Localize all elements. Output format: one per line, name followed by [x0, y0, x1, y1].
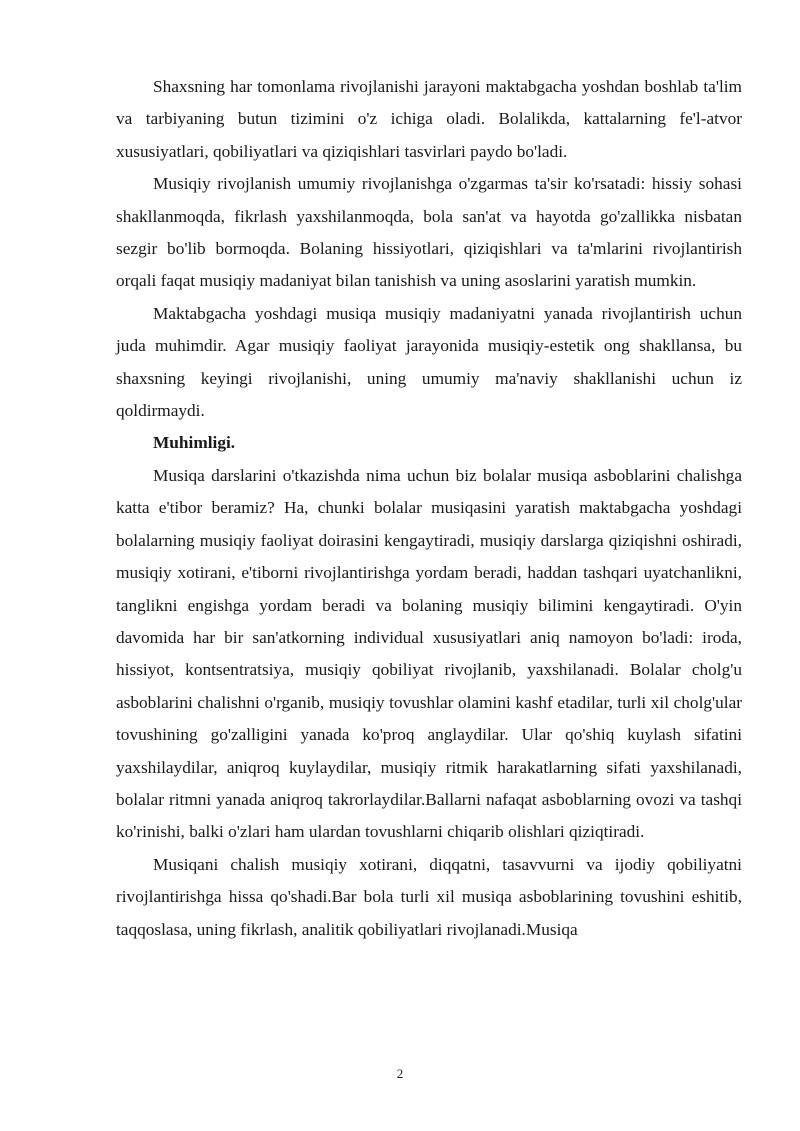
paragraph-2: Musiqiy rivojlanish umumiy rivojlanishga o'zgarmas ta'sir ko'rsatadi: hissiy sohasi shakllanmoqda, fikrlash yaxshilanmoqda, bola san'at va hayotda go'zallikka nisbatan sezgir bo'lib bormoqda. Bolaning hissiyotlari, qiziqishlari va ta'mlarini rivojlantirish orqali faqat musiqiy madaniyat bilan tanishish va uning asoslarini yaratish mumkin.: [116, 174, 742, 291]
paragraph-4: Musiqa darslarini o'tkazishda nima uchun biz bolalar musiqa asboblarini chalishga katta e'tibor beramiz? Ha, chunki bolalar musiqasini yaratish maktabgacha yoshdagi bolalarning musiqiy faoliyat doirasini kengaytiradi, musiqiy darslarga qiziqishni oshiradi, musiqiy xotirani, e'tiborni rivojlantirishga yordam beradi, haddan tashqari uyatchanlikni, tanglikni engishga yordam beradi va bolaning musiqiy bilimini kengaytiradi. O'yin davomida har bir san'atkorning individual xususiyatlari aniq namoyon bo'ladi: iroda, hissiyot, kontsentratsiya, musiqiy qobiliyat rivojlanib, yaxshilanadi. Bolalar cholg'u asboblarini chalishni o'rganib, musiqiy tovushlar olamini kashf etadilar, turli xil cholg'ular tovushining go'zalligini yanada ko'proq anglaydilar. Ular qo'shiq kuylash sifatini yaxshilaydilar, aniqroq kuylaydilar, musiqiy ritmik harakatlarning sifati yaxshilanadi, bolalar ritmni yanada aniqroq takrorlaydilar.Ballarni nafaqat asboblarning ovozi va tashqi ko'rinishi, balki o'zlari ham ulardan tovushlarni chiqarib olishlari qiziqtiradi.: [116, 465, 742, 842]
section-heading: Muhimligi.: [153, 433, 236, 453]
page-number: 2: [396, 1066, 404, 1081]
paragraph-5: Musiqani chalish musiqiy xotirani, diqqatni, tasavvurni va ijodiy qobiliyatni rivojlantirishga hissa qo'shadi.Bar bola turli xil musiqa asboblarining tovushini eshitib, taqqoslasa, uning fikrlash, analitik qobiliyatlari rivojlanadi.Musiqa: [116, 854, 742, 939]
paragraph-3: Maktabgacha yoshdagi musiqa musiqiy madaniyatni yanada rivojlantirish uchun juda muhimdir. Agar musiqiy faoliyat jarayonida musiqiy-estetik ong shakllansa, bu shaxsning keyingi rivojlanishi, uning umumiy ma'naviy shakllanishi uchun iz qoldirmaydi.: [116, 303, 742, 421]
paragraph-1: Shaxsning har tomonlama rivojlanishi jarayoni maktabgacha yoshdan boshlab ta'lim va tarbiyaning butun tizimini o'z ichiga oladi. Bolalikda, kattalarning fe'l-atvor xususiyatlari, qobiliyatlari va qiziqishlari tasvirlari paydo bo'ladi.: [116, 77, 742, 161]
body-text: [116, 71, 742, 946]
